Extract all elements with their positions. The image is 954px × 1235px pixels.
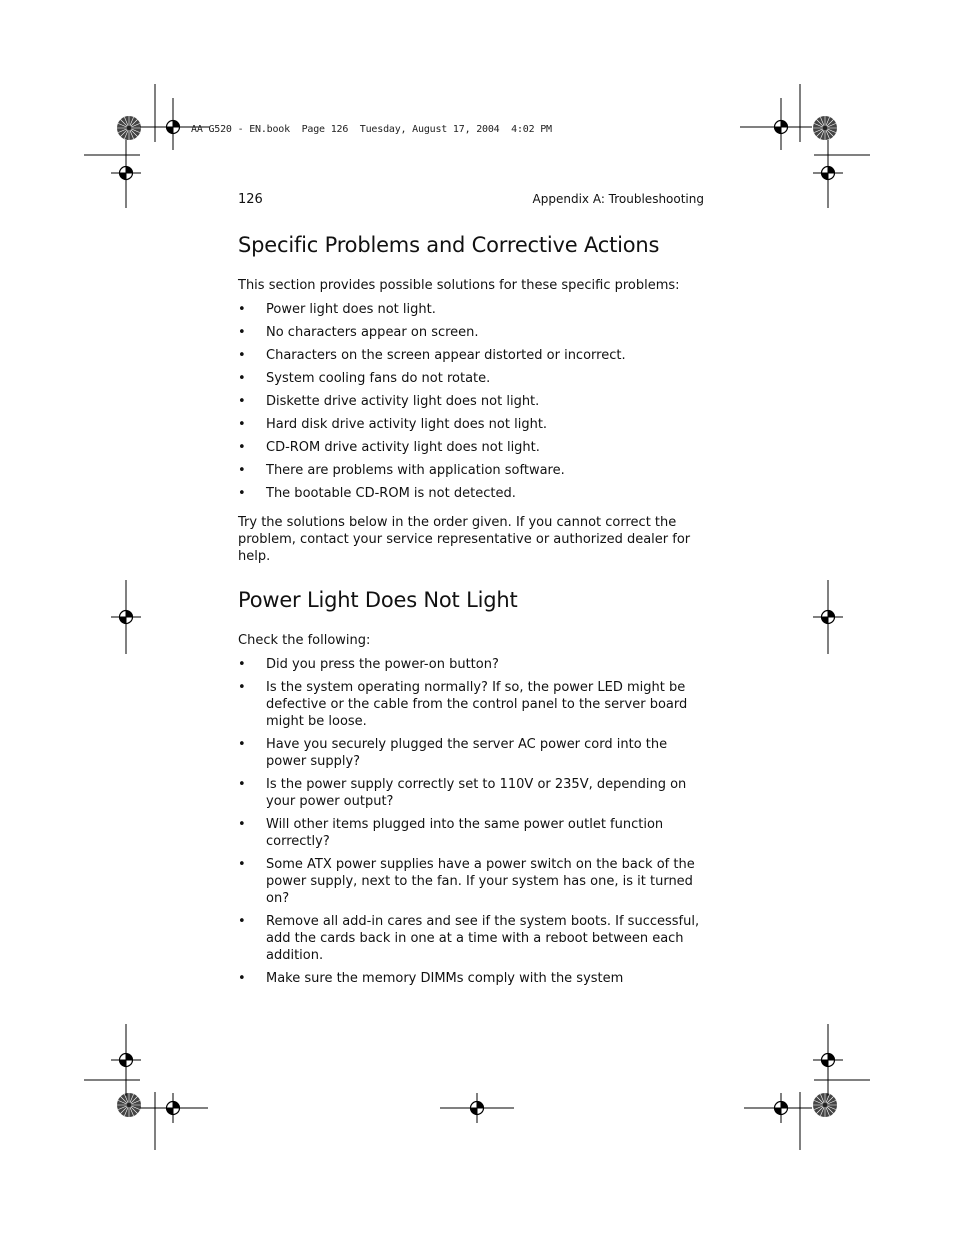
page-body [238, 230, 704, 999]
section-closing-paragraph: Try the solutions below in the order given. If you cannot correct the problem, contact your service representative or authorized dealer for help. [238, 515, 691, 564]
list-item: • CD-ROM drive activity light does not light. [238, 440, 540, 455]
bullet-icon: • [238, 657, 246, 672]
bullet-icon: • [238, 971, 246, 986]
bullet-icon: • [238, 737, 246, 752]
checklist [238, 656, 704, 987]
section-intro: Check the following: [238, 633, 371, 648]
bullet-icon: • [238, 817, 246, 832]
bullet-icon: • [238, 394, 246, 409]
list-item: • System cooling fans do not rotate. [238, 371, 491, 386]
list-item: • Will other items plugged into the same power outlet function correctly? [238, 817, 664, 849]
bullet-icon: • [238, 463, 246, 478]
section-heading-specific-problems: Specific Problems and Corrective Actions [238, 233, 660, 257]
section-intro: This section provides possible solutions for these specific problems: [238, 278, 680, 293]
list-item: • Some ATX power supplies have a power switch on the back of the power supply, next to the fan. If your system has one, is it turned on? [238, 857, 695, 906]
list-item: • Remove all add-in cares and see if the system boots. If successful, add the cards back in one at a time with a reboot between each addition. [238, 914, 700, 963]
bullet-icon: • [238, 914, 246, 929]
bullet-icon: • [238, 325, 246, 340]
list-item: • Make sure the memory DIMMs comply with the system [238, 971, 624, 986]
list-item: • No characters appear on screen. [238, 325, 479, 340]
bullet-icon: • [238, 777, 246, 792]
bullet-icon: • [238, 417, 246, 432]
running-header: Appendix A: Troubleshooting [532, 192, 704, 206]
list-item: • There are problems with application software. [238, 463, 565, 478]
bullet-icon: • [238, 440, 246, 455]
bullet-icon: • [238, 486, 246, 501]
bullet-icon: • [238, 680, 246, 695]
section-heading-power-light: Power Light Does Not Light [238, 588, 518, 612]
bullet-icon: • [238, 302, 246, 317]
bullet-icon: • [238, 857, 246, 872]
bullet-icon: • [238, 371, 246, 386]
list-item: • Characters on the screen appear distorted or incorrect. [238, 348, 626, 363]
problem-list [238, 301, 704, 502]
list-item: • Is the power supply correctly set to 110V or 235V, depending on your power output? [238, 777, 687, 809]
print-slug: AA G520 - EN.book Page 126 Tuesday, August 17, 2004 4:02 PM [191, 124, 552, 135]
list-item: • Is the system operating normally? If so, the power LED might be defective or the cable from the control panel to the server board might be loose. [238, 680, 688, 729]
list-item: • Hard disk drive activity light does not light. [238, 417, 548, 432]
list-item: • Diskette drive activity light does not light. [238, 394, 540, 409]
list-item: • Did you press the power-on button? [238, 657, 499, 672]
page-number: 126 [238, 192, 263, 207]
list-item: • Have you securely plugged the server AC power cord into the power supply? [238, 737, 668, 769]
list-item: • Power light does not light. [238, 302, 436, 317]
list-item: • The bootable CD-ROM is not detected. [238, 486, 516, 501]
bullet-icon: • [238, 348, 246, 363]
